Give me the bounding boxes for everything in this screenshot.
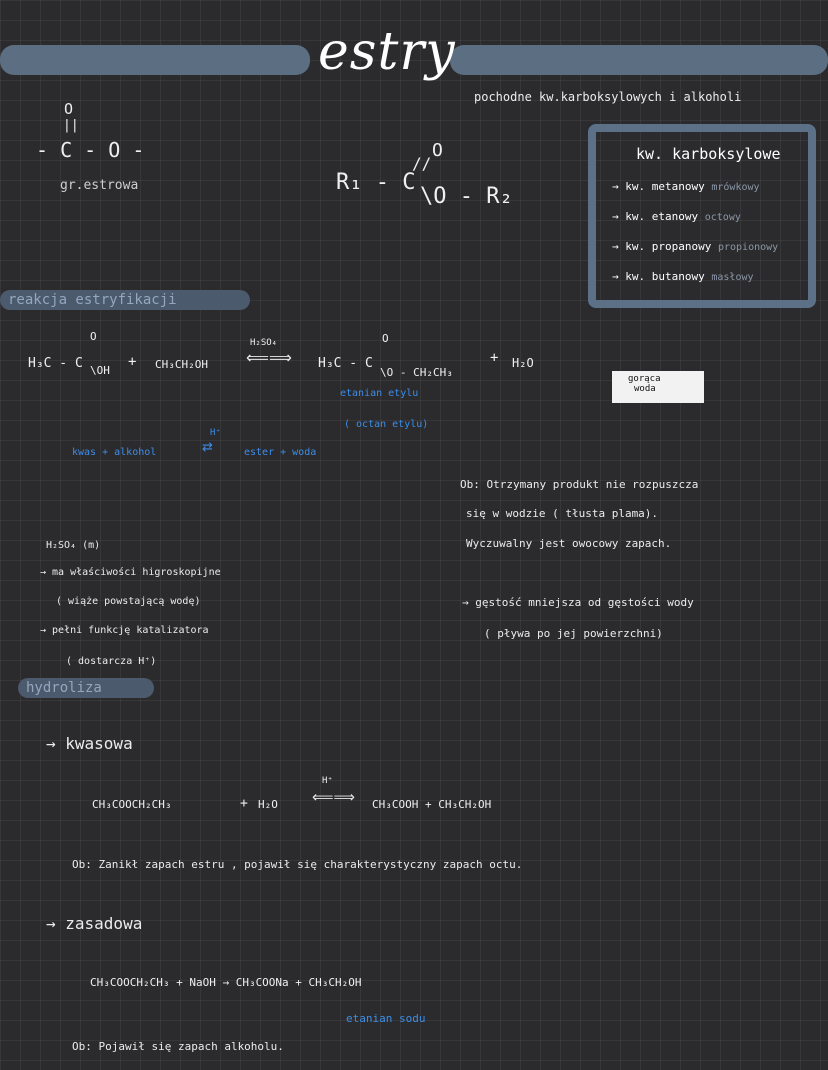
ester-tail: \O - CH₂CH₃ (380, 366, 453, 379)
acidic-right: CH₃COOH + CH₃CH₂OH (372, 798, 492, 811)
observation1-line4: → gęstość mniejsza od gęstości wody (462, 596, 694, 609)
observation1-line5: ( pływa po jej powierzchni) (484, 627, 663, 640)
note-line1: gorąca (628, 374, 661, 384)
general-formula-left: R₁ - C (336, 170, 416, 195)
acids-box-title: kw. karboksylowe (636, 145, 781, 163)
esterification-heading: reakcja estryfikacji (0, 290, 250, 310)
acid-o: O (90, 330, 97, 343)
basic-product-name: etanian sodu (346, 1012, 426, 1025)
acid-name: kw. etanowy (625, 210, 699, 223)
word-equation-catalyst: H⁺ (210, 428, 221, 438)
acid-oh: \OH (90, 364, 110, 377)
acidic-catalyst: H⁺ (322, 776, 333, 786)
acid-trad-name: octowy (704, 212, 741, 223)
hydrolysis-equilibrium-arrow-icon: ⟸⟹ (312, 788, 356, 806)
water-formula: H₂O (512, 356, 534, 370)
equilibrium-arrow-icon: ⟸⟹ (246, 348, 292, 367)
h2so4-line3: ( wiąże powstającą wodę) (56, 596, 201, 607)
ester-group-chain: - C - O - (36, 138, 145, 162)
acidic-left: CH₃COOCH₂CH₃ (92, 798, 172, 811)
acidic-hydrolysis-label: → kwasowa (46, 734, 133, 753)
general-formula-right: \O - R₂ (420, 184, 513, 209)
observation1-line2: się w wodzie ( tłusta plama). (466, 507, 659, 520)
plus-sign: + (490, 350, 499, 366)
acid-trad-name: propionowy (717, 242, 779, 253)
basic-equation: CH₃COOCH₂CH₃ + NaOH → CH₃COONa + CH₃CH₂OH (90, 976, 362, 989)
ester-formula: H₃C - C (318, 356, 373, 371)
general-formula-o: O (432, 140, 443, 161)
ester-group-double-bond: || (63, 118, 79, 133)
basic-hydrolysis-label: → zasadowa (46, 914, 143, 933)
ester-name: etanian etylu (340, 388, 419, 399)
alcohol-formula: CH₃CH₂OH (155, 358, 208, 371)
h2so4-line1: H₂SO₄ (m) (46, 540, 101, 551)
catalyst: H₂SO₄ (250, 338, 278, 348)
ester-name-alt: ( octan etylu) (344, 419, 429, 430)
acidic-observation: Ob: Zanikł zapach estru , pojawił się charakterystyczny zapach octu. (72, 858, 523, 871)
ester-group-o: O (64, 100, 74, 118)
acid-name: kw. metanowy (625, 180, 705, 193)
subtitle: pochodne kw.karboksylowych i alkoholi (474, 90, 742, 104)
acid-trad-name: mrówkowy (711, 182, 760, 193)
acid-trad-name: masłowy (711, 272, 754, 283)
title-bar-left (0, 45, 310, 75)
word-equation-right: ester + woda (244, 447, 317, 458)
note-line2: woda (634, 384, 656, 394)
acid-item: → kw. butanowy masłowy (612, 270, 754, 283)
h2so4-line4: → pełni funkcję katalizatora (40, 625, 209, 636)
page-title: estry (318, 22, 456, 82)
acid-item: → kw. etanowy octowy (612, 210, 741, 223)
observation1-line3: Wyczuwalny jest owocowy zapach. (466, 537, 672, 550)
acid-name: kw. butanowy (625, 270, 705, 283)
title-bar-right (450, 45, 828, 75)
ester-group-label: gr.estrowa (60, 178, 139, 193)
acidic-water: H₂O (258, 798, 278, 811)
h2so4-line2: → ma właściwości higroskopijne (40, 567, 221, 578)
observation1-line1: Ob: Otrzymany produkt nie rozpuszcza (460, 478, 699, 491)
general-formula-bond: // (412, 154, 432, 173)
plus-sign: + (128, 354, 137, 370)
ester-o: O (382, 332, 389, 345)
acid-item: → kw. propanowy propionowy (612, 240, 779, 253)
word-equation-left: kwas + alkohol (72, 447, 157, 458)
word-equilibrium-arrow-icon: ⇄ (202, 440, 213, 455)
hydrolysis-heading: hydroliza (18, 678, 154, 698)
acid-name: kw. propanowy (625, 240, 712, 253)
acidic-plus: + (240, 796, 248, 811)
acid-formula: H₃C - C (28, 356, 83, 371)
basic-observation: Ob: Pojawił się zapach alkoholu. (72, 1040, 284, 1053)
note-box (612, 371, 704, 403)
h2so4-line5: ( dostarcza H⁺) (66, 656, 157, 667)
acid-item: → kw. metanowy mrówkowy (612, 180, 760, 193)
